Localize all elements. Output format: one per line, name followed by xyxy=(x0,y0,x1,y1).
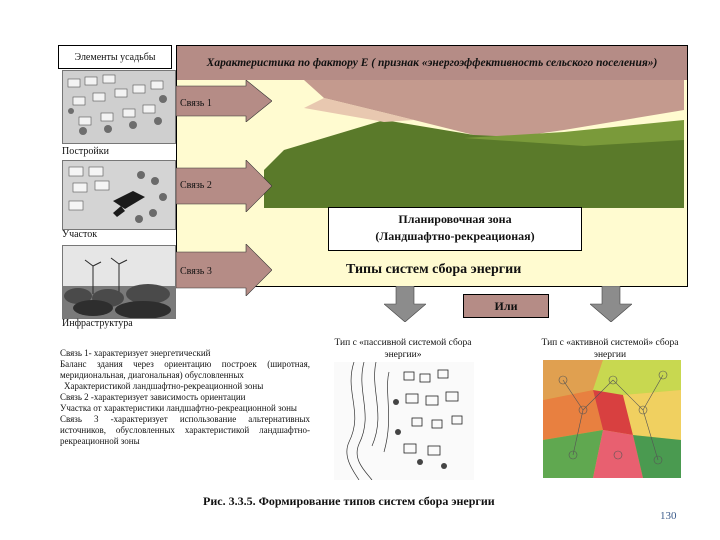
legend-line-6: Связь 3 -характеризует использование альтернативных источников, обусловленных характеристикой ландшафтно-рекреационной зоны xyxy=(60,414,310,446)
legend-line-3: Характеристикой ландшафтно-рекреационной зоны xyxy=(64,381,264,391)
link-3-label: Связь 3 xyxy=(180,266,212,277)
legend-line-4: Связь 2 -характеризует зависимость ориентации xyxy=(60,392,246,402)
planning-zone-box xyxy=(328,207,582,251)
elements-label-box xyxy=(58,45,172,69)
types-title: Типы систем сбора энергии xyxy=(346,262,522,277)
or-bar xyxy=(463,294,549,318)
legend-line-2: Баланс здания через ориентацию построек (широтная, меридиональная, диагональная) обусловленных xyxy=(60,359,310,380)
down-arrow-right xyxy=(590,286,632,322)
zone-subtitle: (Ландшафтно-рекреационая) xyxy=(375,229,535,243)
infrastructure-photo xyxy=(62,245,176,319)
buildings-label: Постройки xyxy=(62,146,109,157)
page-number: 130 xyxy=(660,510,677,522)
terrain-image xyxy=(264,80,684,208)
or-label: Или xyxy=(494,298,518,313)
header-title: Характеристика по фактору Е ( признак «энергоэффективность сельского поселения») xyxy=(206,56,658,69)
buildings-aerial-image xyxy=(62,160,176,230)
header-bar xyxy=(176,45,688,81)
legend-line-5: Участка от характеристики ландшафтно-рекреационной зоны xyxy=(60,403,297,413)
estate-aerial-image xyxy=(62,70,176,144)
figure-caption: Рис. 3.3.5. Формирование типов систем сбора энергии xyxy=(203,494,495,508)
legend-line-1: Связь 1- характеризует энергетический xyxy=(60,348,211,358)
legend-block xyxy=(60,348,310,447)
active-type-caption: Тип с «активной системой» сбора энергии xyxy=(541,338,679,360)
plot-label: Участок xyxy=(62,229,98,240)
passive-type-caption: Тип с «пассивной системой сбора энергии» xyxy=(334,338,472,360)
zone-title: Планировочная зона xyxy=(398,212,512,226)
active-plan-image xyxy=(543,360,681,478)
down-arrow-left xyxy=(384,286,426,322)
link-1-label: Связь 1 xyxy=(180,98,212,109)
infrastructure-label: Инфраструктура xyxy=(62,318,133,329)
passive-plan-image xyxy=(334,362,474,480)
link-2-label: Связь 2 xyxy=(180,180,212,191)
elements-label: Элементы усадьбы xyxy=(74,51,156,63)
